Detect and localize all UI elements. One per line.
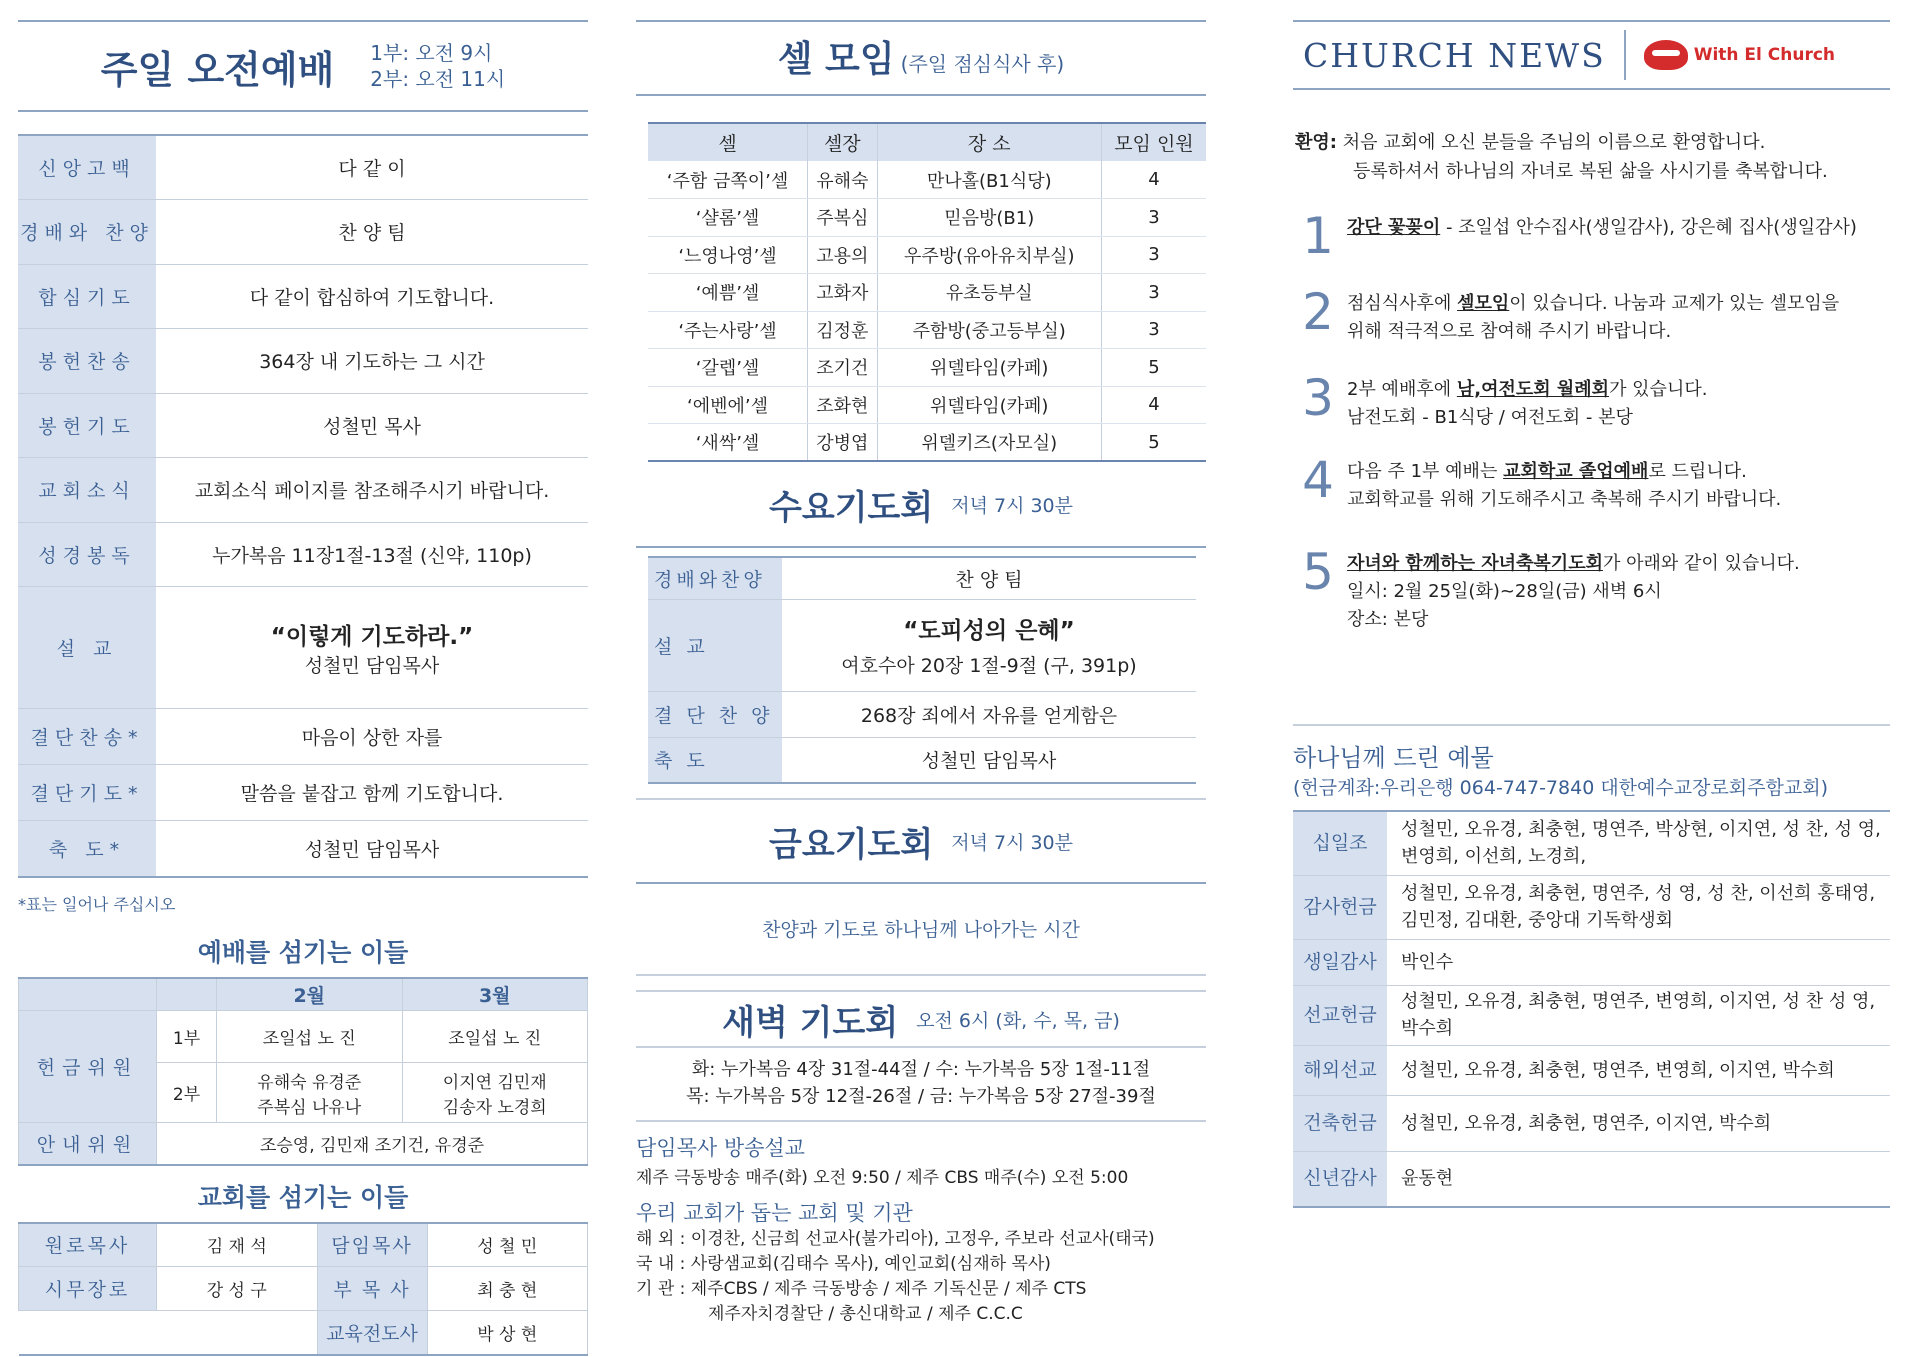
staff-name: 최 충 현 <box>427 1267 588 1311</box>
dawn-header <box>636 990 1206 1046</box>
order-row <box>18 458 588 523</box>
order-value: 누가복음 11장1절-13절 (신약, 110p) <box>156 522 588 587</box>
order-value: 성철민 담임목사 <box>782 737 1196 783</box>
table-cell: 5 <box>1101 424 1206 462</box>
friday-time: 저녁 7시 30분 <box>951 831 1073 854</box>
offering-category: 감사헌금 <box>1293 875 1387 939</box>
news-item-text <box>1343 370 1707 432</box>
offering-names: 성철민, 오유경, 최충현, 명연주, 박상현, 이지연, 성 찬, 성 영, 변영희, 이선희, 노경희, <box>1387 811 1890 875</box>
dawn-reading-line: 화: 누가복음 4장 31절-44절 / 수: 누가복음 5장 1절-11절 <box>691 1059 1151 1080</box>
server-names: 조일섭 노 진 <box>402 1011 588 1063</box>
news-item <box>1293 544 1890 634</box>
order-label: 결단기도* <box>18 765 156 821</box>
order-label: 봉헌찬송 <box>18 329 156 394</box>
news-item-highlight: 교회학교 졸업예배 <box>1503 461 1649 482</box>
table-cell: 주복심 <box>808 199 878 237</box>
offering-names: 성철민, 오유경, 최충현, 명연주, 이지연, 박수희 <box>1387 1095 1890 1151</box>
news-header <box>1293 20 1890 90</box>
table-cell: 5 <box>1101 349 1206 387</box>
church-staff-title: 교회를 섬기는 이들 <box>197 1182 409 1212</box>
corner-cell <box>19 978 157 1011</box>
order-value: 말씀을 붙잡고 함께 기도합니다. <box>156 765 588 821</box>
church-logo <box>1644 40 1835 70</box>
sermon-reference: 여호수아 20장 1절-9절 (구, 391p) <box>841 655 1137 677</box>
column-header: 모임 인원 <box>1101 123 1206 161</box>
table-cell: 3 <box>1101 311 1206 349</box>
news-item-pre: 2부 예배후에 <box>1347 379 1457 400</box>
order-value: 마음이 상한 자를 <box>156 709 588 765</box>
wednesday-time: 저녁 7시 30분 <box>951 494 1073 517</box>
table-row <box>648 424 1206 462</box>
order-row <box>18 135 588 200</box>
order-label: 경배와찬양 <box>648 557 782 599</box>
staff-name: 강 성 구 <box>157 1267 318 1311</box>
cell-meeting-title: 셀 모임 <box>777 39 895 80</box>
server-names-line: 김송자 노경희 <box>442 1097 547 1118</box>
order-label: 신앙고백 <box>18 135 156 200</box>
friday-header <box>636 798 1206 884</box>
table-row <box>648 236 1206 274</box>
news-item-highlight: 남,여전도회 월례회 <box>1456 379 1610 400</box>
order-row <box>18 522 588 587</box>
broadcast-title: 담임목사 방송설교 <box>636 1136 805 1160</box>
offering-category: 해외선교 <box>1293 1045 1387 1095</box>
sermon-label: 설 교 <box>648 599 782 691</box>
order-value: 다 같이 합심하여 기도합니다. <box>156 264 588 329</box>
order-value: 364장 내 기도하는 그 시간 <box>156 329 588 394</box>
order-label: 경배와 찬양 <box>18 200 156 265</box>
table-row <box>648 199 1206 237</box>
offering-category: 선교헌금 <box>1293 985 1387 1045</box>
sermon-label: 설 교 <box>18 587 156 709</box>
table-cell: ‘느영나영’셀 <box>648 236 808 274</box>
news-item-text <box>1343 284 1839 346</box>
broadcast-line: 제주 극동방송 매주(화) 오전 9:50 / 제주 CBS 매주(수) 오전 5:00 <box>636 1168 1129 1188</box>
church-logo-text: With El Church <box>1693 45 1836 65</box>
offering-category: 신년감사 <box>1293 1151 1387 1207</box>
offering-names: 성철민, 오유경, 최충현, 명연주, 변영희, 이지연, 박수희 <box>1387 1045 1890 1095</box>
staff-role: 원로목사 <box>19 1223 157 1267</box>
staff-role: 부 목 사 <box>317 1267 427 1311</box>
news-item-rest: 가 아래와 같이 있습니다. <box>1602 553 1800 574</box>
news-item-line2: 위해 적극적으로 참여해 주시기 바랍니다. <box>1347 321 1672 342</box>
cell-meeting-subtitle: (주일 점심식사 후) <box>900 52 1065 76</box>
offering-names: 박인수 <box>1387 939 1890 985</box>
order-value: 찬 양 팀 <box>156 200 588 265</box>
offering-row <box>1293 1151 1890 1207</box>
table-cell: 고화자 <box>808 274 878 312</box>
empty-cell <box>19 1311 157 1355</box>
order-value: 성철민 목사 <box>156 393 588 458</box>
cell-meeting-header <box>636 20 1206 96</box>
staff-name: 박 상 현 <box>427 1311 588 1355</box>
wednesday-header <box>636 462 1206 548</box>
order-value: 268장 죄에서 자유를 얻게함은 <box>782 691 1196 737</box>
month-header: 3월 <box>402 978 588 1011</box>
offerings-table <box>1293 810 1890 1208</box>
order-row <box>18 200 588 265</box>
order-row <box>18 393 588 458</box>
order-label: 축 도 <box>648 737 782 783</box>
news-item-highlight: 자녀와 함께하는 자녀축복기도회 <box>1347 553 1603 574</box>
table-cell: 주함방(중고등부실) <box>877 311 1101 349</box>
column-header: 장 소 <box>877 123 1101 161</box>
dawn-time: 오전 6시 (화, 수, 목, 금) <box>916 1009 1120 1032</box>
server-names-line: 유해숙 유경준 <box>257 1072 362 1093</box>
table-cell: 고용의 <box>808 236 878 274</box>
news-column <box>1293 0 1890 1357</box>
news-item-number: 2 <box>1302 283 1334 341</box>
table-cell: 강병엽 <box>808 424 878 462</box>
friday-title: 금요기도회 <box>769 824 934 865</box>
table-row <box>648 311 1206 349</box>
morning-worship-column <box>18 0 588 1357</box>
support-line: 국 내 : 사랑샘교회(김태수 목사), 예인교회(심재하 목사) <box>636 1254 1051 1274</box>
welcome-message <box>1295 128 1890 186</box>
news-item-rest: 가 있습니다. <box>1609 379 1708 400</box>
worship-servers-table <box>18 977 588 1166</box>
order-label: 축 도* <box>18 821 156 877</box>
news-item <box>1293 284 1890 346</box>
table-cell: 3 <box>1101 274 1206 312</box>
news-item-pre: 점심식사후에 <box>1347 293 1458 314</box>
dawn-readings <box>636 1046 1206 1122</box>
news-item-text <box>1343 452 1781 514</box>
offering-row <box>1293 875 1890 939</box>
table-cell: ‘주는사랑’셀 <box>648 311 808 349</box>
table-cell: ‘새싹’셀 <box>648 424 808 462</box>
offerings-header <box>1293 724 1890 800</box>
welcome-label: 환영: <box>1295 132 1337 153</box>
table-cell: 김정훈 <box>808 311 878 349</box>
table-cell: 유해숙 <box>808 161 878 199</box>
table-cell: 4 <box>1101 386 1206 424</box>
table-cell: ‘에벤에’셀 <box>648 386 808 424</box>
sermon-title: “도피성의 은혜” <box>903 618 1075 644</box>
usher-label: 안내위원 <box>19 1123 157 1165</box>
column-header: 셀장 <box>808 123 878 161</box>
order-label: 결 단 찬 양 <box>648 691 782 737</box>
welcome-line: 등록하셔서 하나님의 자녀로 복된 삶을 사시기를 축복합니다. <box>1353 161 1828 182</box>
order-row <box>18 765 588 821</box>
news-item-number: 1 <box>1302 207 1334 265</box>
news-item-highlight: 셀모임 <box>1457 293 1510 314</box>
offering-category: 생일감사 <box>1293 939 1387 985</box>
order-label: 교회소식 <box>18 458 156 523</box>
church-staff-table <box>18 1222 588 1356</box>
server-names <box>217 1063 403 1123</box>
table-row <box>648 386 1206 424</box>
news-item-rest: - 조일섭 안수집사(생일감사), 강은혜 집사(생일감사) <box>1440 217 1857 238</box>
news-item-line2: 교회학교를 위해 기도해주시고 축복해 주시기 바랍니다. <box>1347 489 1782 510</box>
news-item-line2: 남전도회 - B1식당 / 여전도회 - 본당 <box>1347 407 1633 428</box>
order-value: 교회소식 페이지를 참조해주시기 바랍니다. <box>156 458 588 523</box>
support-line: 해 외 : 이경찬, 신금희 선교사(불가리아), 고정우, 주보라 선교사(태국) <box>636 1229 1155 1249</box>
meetings-column <box>636 0 1206 1357</box>
table-cell: 위델타임(카페) <box>877 386 1101 424</box>
sermon-row <box>18 587 588 709</box>
dawn-reading-line: 목: 누가복음 5장 12절-26절 / 금: 누가복음 5장 27절-39절 <box>686 1086 1156 1107</box>
news-item <box>1293 370 1890 432</box>
news-item-rest: 이 있습니다. 나눔과 교제가 있는 셀모임을 <box>1509 293 1840 314</box>
table-cell: 조화현 <box>808 386 878 424</box>
offering-names: 성철민, 오유경, 최충현, 명연주, 변영희, 이지연, 성 찬 성 영, 박수희 <box>1387 985 1890 1045</box>
table-row <box>648 161 1206 199</box>
news-item-text <box>1343 544 1800 634</box>
table-cell: 조기건 <box>808 349 878 387</box>
news-item-line3: 장소: 본당 <box>1347 609 1429 630</box>
staff-role: 담임목사 <box>317 1223 427 1267</box>
order-value: 다 같 이 <box>156 135 588 200</box>
morning-worship-times <box>370 40 505 92</box>
table-row <box>648 349 1206 387</box>
usher-names: 조승영, 김민재 조기건, 유경준 <box>157 1123 588 1165</box>
server-names: 조일섭 노 진 <box>217 1011 403 1063</box>
order-label: 결단찬송* <box>18 709 156 765</box>
server-names-line: 주복심 나유나 <box>257 1097 362 1118</box>
church-logo-icon <box>1644 40 1688 70</box>
worship-order-table <box>18 134 588 878</box>
table-cell: 만나홀(B1식당) <box>877 161 1101 199</box>
offering-names: 윤동현 <box>1387 1151 1890 1207</box>
table-cell: 우주방(유아유치부실) <box>877 236 1101 274</box>
offering-row <box>1293 1045 1890 1095</box>
staff-role: 교육전도사 <box>317 1311 427 1355</box>
staff-role: 시무장로 <box>19 1267 157 1311</box>
offering-names: 성철민, 오유경, 최충현, 명연주, 성 영, 성 찬, 이선희 홍태영, 김민정, 김대환, 중앙대 기독학생회 <box>1387 875 1890 939</box>
table-cell: 믿음방(B1) <box>877 199 1101 237</box>
sermon-cell <box>782 599 1196 691</box>
offering-row <box>1293 939 1890 985</box>
second-service-time: 2부: 오전 11시 <box>370 67 506 91</box>
table-cell: ‘갈렙’셀 <box>648 349 808 387</box>
support-line: 제주자치경찰단 / 총신대학교 / 제주 C.C.C <box>708 1304 1023 1324</box>
month-header: 2월 <box>217 978 403 1011</box>
news-item-number: 5 <box>1302 543 1334 601</box>
worship-servers-title: 예배를 섬기는 이들 <box>197 937 409 967</box>
offering-row <box>1293 811 1890 875</box>
news-item <box>1293 452 1890 514</box>
offering-category: 십일조 <box>1293 811 1387 875</box>
morning-worship-header <box>18 20 588 112</box>
sermon-cell <box>156 587 588 709</box>
column-header: 셀 <box>648 123 808 161</box>
staff-name: 김 재 석 <box>157 1223 318 1267</box>
sermon-preacher: 성철민 담임목사 <box>304 654 440 677</box>
news-item-text <box>1343 208 1857 242</box>
news-item-number: 3 <box>1302 369 1334 427</box>
staff-name: 성 철 민 <box>427 1223 588 1267</box>
news-item <box>1293 208 1890 264</box>
welcome-line: 처음 교회에 오신 분들을 주님의 이름으로 환영합니다. <box>1342 132 1766 153</box>
support-title: 우리 교회가 돕는 교회 및 기관 <box>636 1201 913 1225</box>
news-item-number: 4 <box>1302 451 1334 509</box>
wednesday-order-table <box>648 556 1196 784</box>
offering-category: 건축헌금 <box>1293 1095 1387 1151</box>
table-cell: ‘예쁨’셀 <box>648 274 808 312</box>
table-cell: 3 <box>1101 236 1206 274</box>
cell-meeting-table <box>648 122 1206 462</box>
table-cell: 위델타임(카페) <box>877 349 1101 387</box>
news-item-highlight: 강단 꽃꽂이 <box>1347 217 1441 238</box>
order-value: 찬 양 팀 <box>782 557 1196 599</box>
corner-cell <box>157 978 217 1011</box>
standing-note: *표는 일어나 주십시오 <box>18 894 176 914</box>
news-title: CHURCH NEWS <box>1303 35 1606 75</box>
order-label: 합심기도 <box>18 264 156 329</box>
offerings-table-body <box>1293 811 1890 1207</box>
news-items <box>1293 208 1890 634</box>
friday-description: 찬양과 기도로 하나님께 나아가는 시간 <box>636 884 1206 976</box>
dawn-title: 새벽 기도회 <box>722 1002 899 1043</box>
first-service-time: 1부: 오전 9시 <box>370 41 493 65</box>
morning-worship-title: 주일 오전예배 <box>100 47 335 92</box>
table-row <box>648 274 1206 312</box>
order-label: 성경봉독 <box>18 522 156 587</box>
table-cell: 위델키즈(자모실) <box>877 424 1101 462</box>
order-row <box>18 709 588 765</box>
table-cell: 3 <box>1101 199 1206 237</box>
service-part-label: 2부 <box>157 1063 217 1123</box>
news-item-rest: 로 드립니다. <box>1648 461 1747 482</box>
support-line: 기 관 : 제주CBS / 제주 극동방송 / 제주 기독신문 / 제주 CTS <box>636 1279 1087 1299</box>
order-row <box>18 329 588 394</box>
table-cell: ‘주함 금쪽이’셀 <box>648 161 808 199</box>
table-cell: ‘샬롬’셀 <box>648 199 808 237</box>
empty-cell <box>157 1311 318 1355</box>
sermon-title: “이렇게 기도하라.” <box>270 623 474 650</box>
order-value: 성철민 담임목사 <box>156 821 588 877</box>
wednesday-title: 수요기도회 <box>769 487 934 528</box>
order-row <box>18 821 588 877</box>
offering-row <box>1293 985 1890 1045</box>
offering-committee-label: 헌금위원 <box>19 1011 157 1123</box>
offerings-title: 하나님께 드린 예물 <box>1293 744 1494 772</box>
offering-row <box>1293 1095 1890 1151</box>
service-part-label: 1부 <box>157 1011 217 1063</box>
order-row <box>18 264 588 329</box>
table-cell: 유초등부실 <box>877 274 1101 312</box>
news-item-line2: 일시: 2월 25일(화)~28일(금) 새벽 6시 <box>1347 581 1662 602</box>
server-names-line: 이지연 김민재 <box>442 1072 547 1093</box>
offerings-account: (헌금계좌:우리은행 064-747-7840 대한예수교장로회주함교회) <box>1293 777 1828 799</box>
order-label: 봉헌기도 <box>18 393 156 458</box>
cell-table-body <box>648 161 1206 461</box>
table-cell: 4 <box>1101 161 1206 199</box>
header-divider <box>1624 30 1626 80</box>
news-item-pre: 다음 주 1부 예배는 <box>1347 461 1504 482</box>
server-names <box>402 1063 588 1123</box>
